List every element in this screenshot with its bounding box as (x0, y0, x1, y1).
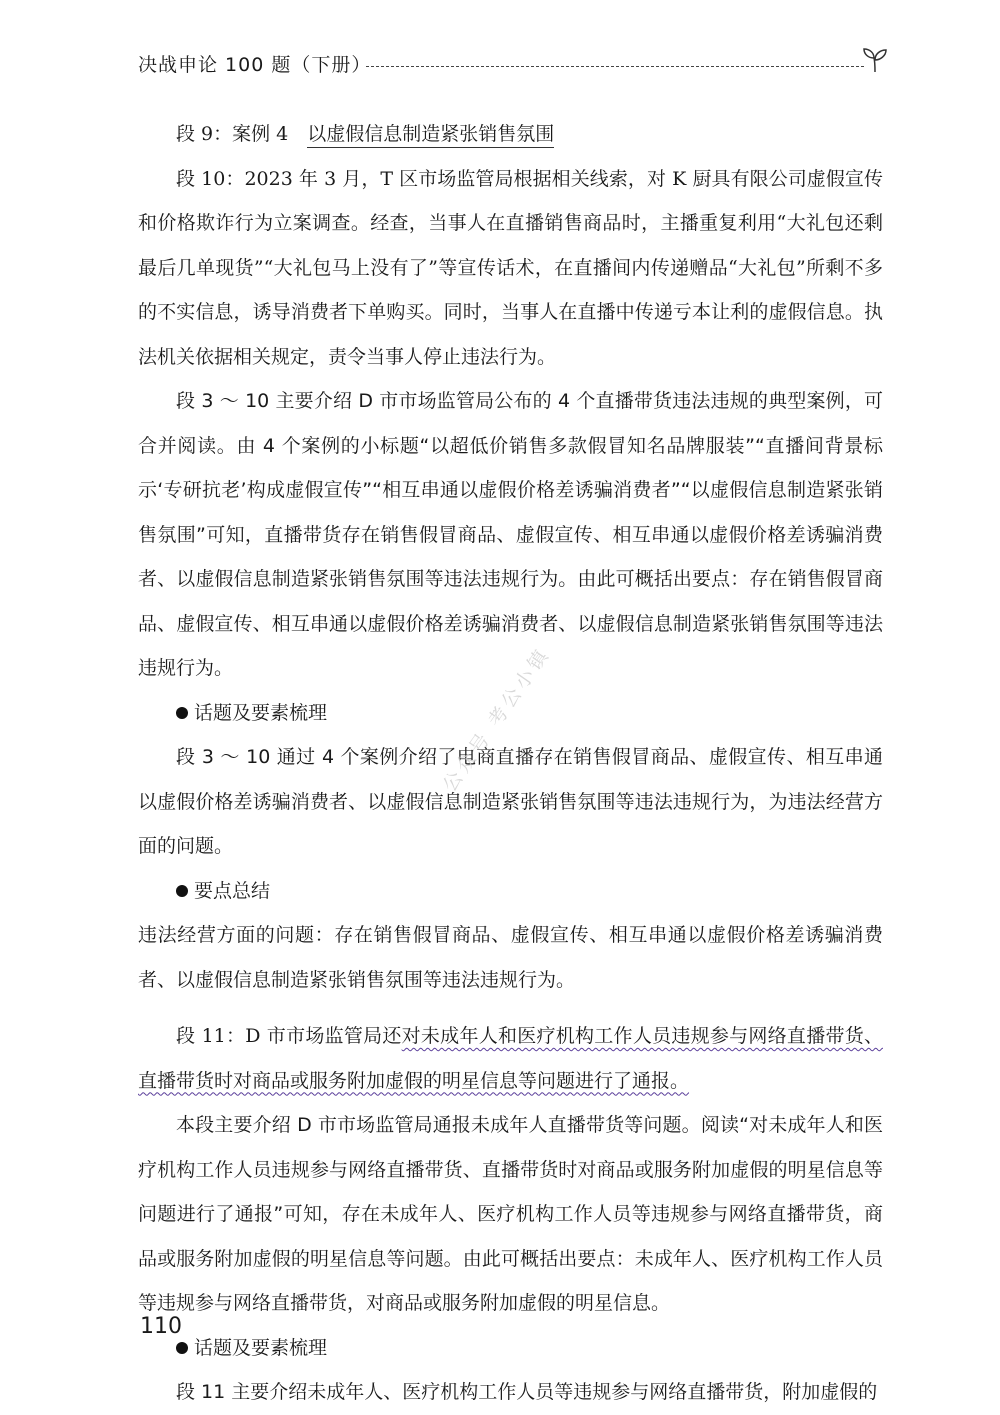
analysis-paragraphs-3-10: 段 3 ～ 10 主要介绍 D 市市场监管局公布的 4 个直播带货违法违规的典型案例，可合并阅读。由 4 个案例的小标题“以超低价销售多款假冒知名品牌服装”“直播间背景标示‘专研抗老’构成虚假宣传”“相互串通以虚假价格差诱骗消费者”“以虚假信息制造紧张销售氛围”可知，直播带货存在销售假冒商品、虚假宣传、相互串通以虚假价格差诱骗消费者、以虚假信息制造紧张销售氛围等违法违规行为。由此可概括出要点：存在销售假冒商品、虚假宣传、相互串通以虚假价格差诱骗消费者、以虚假信息制造紧张销售氛围等违法违规行为。 (138, 390, 883, 679)
paragraph-11-prefix: 段 11：D 市市场监管局还 (176, 1025, 402, 1047)
paragraph-10: 段 10：2023 年 3 月，T 区市场监管局根据相关线索，对 K 厨具有限公司虚假宣传和价格欺诈行为立案调查。经查，当事人在直播销售商品时，主播重复利用“大礼包还剩最后几单现货”“大礼包马上没有了”等宣传话术，在直播间内传递赠品“大礼包”所剩不多的不实信息，诱导消费者下单购买。同时，当事人在直播中传递亏本让利的虚假信息。执法机关依据相关规定，责令当事人停止违法行为。 (138, 167, 883, 368)
case4-prefix: 段 9：案例 4 (176, 123, 308, 145)
paragraph-11 (138, 1014, 883, 1103)
topic-paragraph-3-10: 段 3 ～ 10 通过 4 个案例介绍了电商直播存在销售假冒商品、虚假宣传、相互串通以虚假价格差诱骗消费者、以虚假信息制造紧张销售氛围等违法违规行为，为违法经营方面的问题。 (138, 746, 883, 857)
page-number: 110 (140, 1314, 182, 1339)
sprout-icon (860, 44, 890, 74)
bullet-topic-elements-2: 话题及要素梳理 (138, 1326, 883, 1371)
bullet-topic-elements: 话题及要素梳理 (138, 691, 883, 736)
paragraph-11-wavy-underlined: 对未成年人和医疗机构工作人员违规参与网络直播带货、直播带货时对商品或服务附加虚假的明星信息等问题进行了通报。 (138, 1025, 883, 1092)
book-title: 决战申论 100 题（下册） (138, 54, 372, 76)
bullet-key-summary: 要点总结 (138, 869, 883, 914)
topic-paragraph-11: 段 11 主要介绍未成年人、医疗机构工作人员等违规参与网络直播带货，附加虚假的 (176, 1381, 878, 1403)
bullet-dot-icon (176, 707, 188, 719)
case4-heading (138, 112, 883, 157)
analysis-paragraph-11: 本段主要介绍 D 市市场监管局通报未成年人直播带货等问题。阅读“对未成年人和医疗机构工作人员违规参与网络直播带货、直播带货时对商品或服务附加虚假的明星信息等问题进行了通报”可知，存在未成年人、医疗机构工作人员等违规参与网络直播带货，商品或服务附加虚假的明星信息等问题。由此可概括出要点：未成年人、医疗机构工作人员等违规参与网络直播带货，对商品或服务附加虚假的明星信息。 (138, 1114, 883, 1314)
bullet-dot-icon (176, 1342, 188, 1354)
watermark-text: 公众号 考公小镇 (438, 642, 555, 796)
bullet-dot-icon (176, 885, 188, 897)
running-header (138, 44, 890, 84)
header-dashed-rule (366, 66, 864, 67)
case4-title-underlined: 以虚假信息制造紧张销售氛围 (307, 123, 554, 148)
page-content (138, 112, 883, 1415)
summary-illegal-operations: 违法经营方面的问题：存在销售假冒商品、虚假宣传、相互串通以虚假价格差诱骗消费者、以虚假信息制造紧张销售氛围等违法违规行为。 (138, 924, 883, 991)
